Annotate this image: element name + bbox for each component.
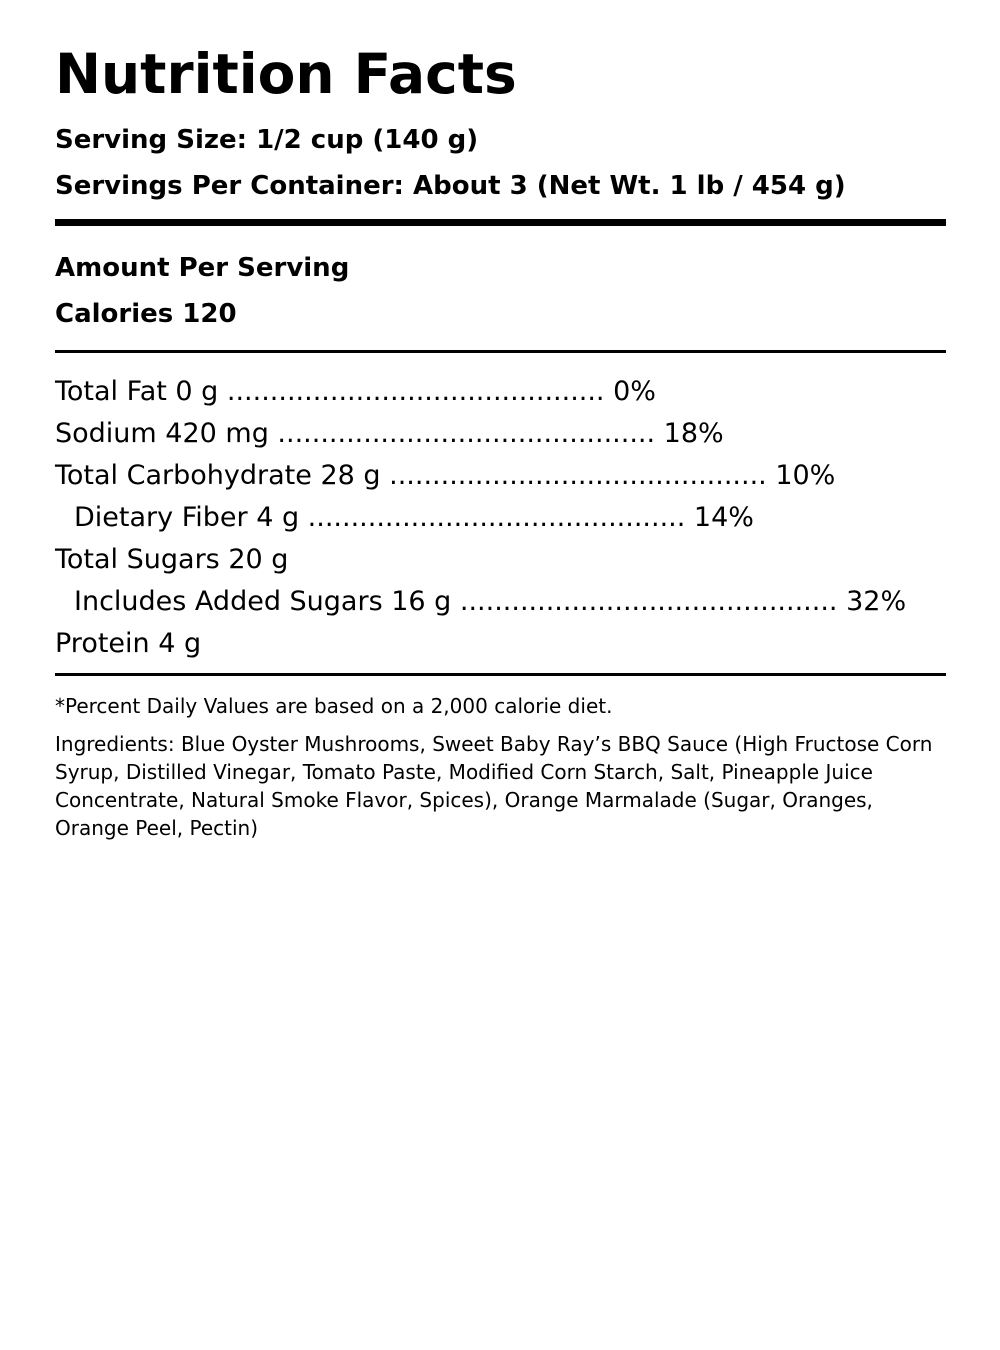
- nutrient-total-carbohydrate: Total Carbohydrate 28 g ............................................ 10%: [55, 460, 836, 491]
- calories: Calories 120: [55, 299, 237, 329]
- divider-after-nutrients: [55, 673, 946, 676]
- amount-per-serving: Amount Per Serving: [55, 253, 350, 283]
- nutrient-list: [55, 374, 1000, 668]
- thick-divider: [55, 219, 946, 226]
- servings-per-container: Servings Per Container: About 3 (Net Wt. 1 lb / 454 g): [55, 171, 846, 201]
- nutrient-dietary-fiber: Dietary Fiber 4 g ............................................ 14%: [74, 502, 754, 533]
- nutrient-total-fat: Total Fat 0 g ............................................ 0%: [55, 376, 656, 407]
- nutrient-added-sugars: Includes Added Sugars 16 g ............................................ 32%: [74, 586, 907, 617]
- label-title: Nutrition Facts: [55, 42, 517, 106]
- nutrient-total-sugars: Total Sugars 20 g: [55, 544, 289, 575]
- serving-size: Serving Size: 1/2 cup (140 g): [55, 125, 479, 155]
- nutrient-protein: Protein 4 g: [55, 628, 202, 659]
- daily-value-footnote: *Percent Daily Values are based on a 2,000 calorie diet.: [55, 694, 613, 718]
- nutrition-label: [55, 0, 1000, 1350]
- divider-after-calories: [55, 350, 946, 353]
- nutrient-sodium: Sodium 420 mg ............................................ 18%: [55, 418, 724, 449]
- ingredients-text: Ingredients: Blue Oyster Mushrooms, Sweet Baby Ray’s BBQ Sauce (High Fructose Corn Syrup, Distilled Vinegar, Tomato Paste, Modified Corn Starch, Salt, Pineapple Juice Concentrate, Natural Smoke Flavor, Spices), Orange Marmalade (Sugar, Oranges, Orange Peel, Pectin): [55, 732, 933, 840]
